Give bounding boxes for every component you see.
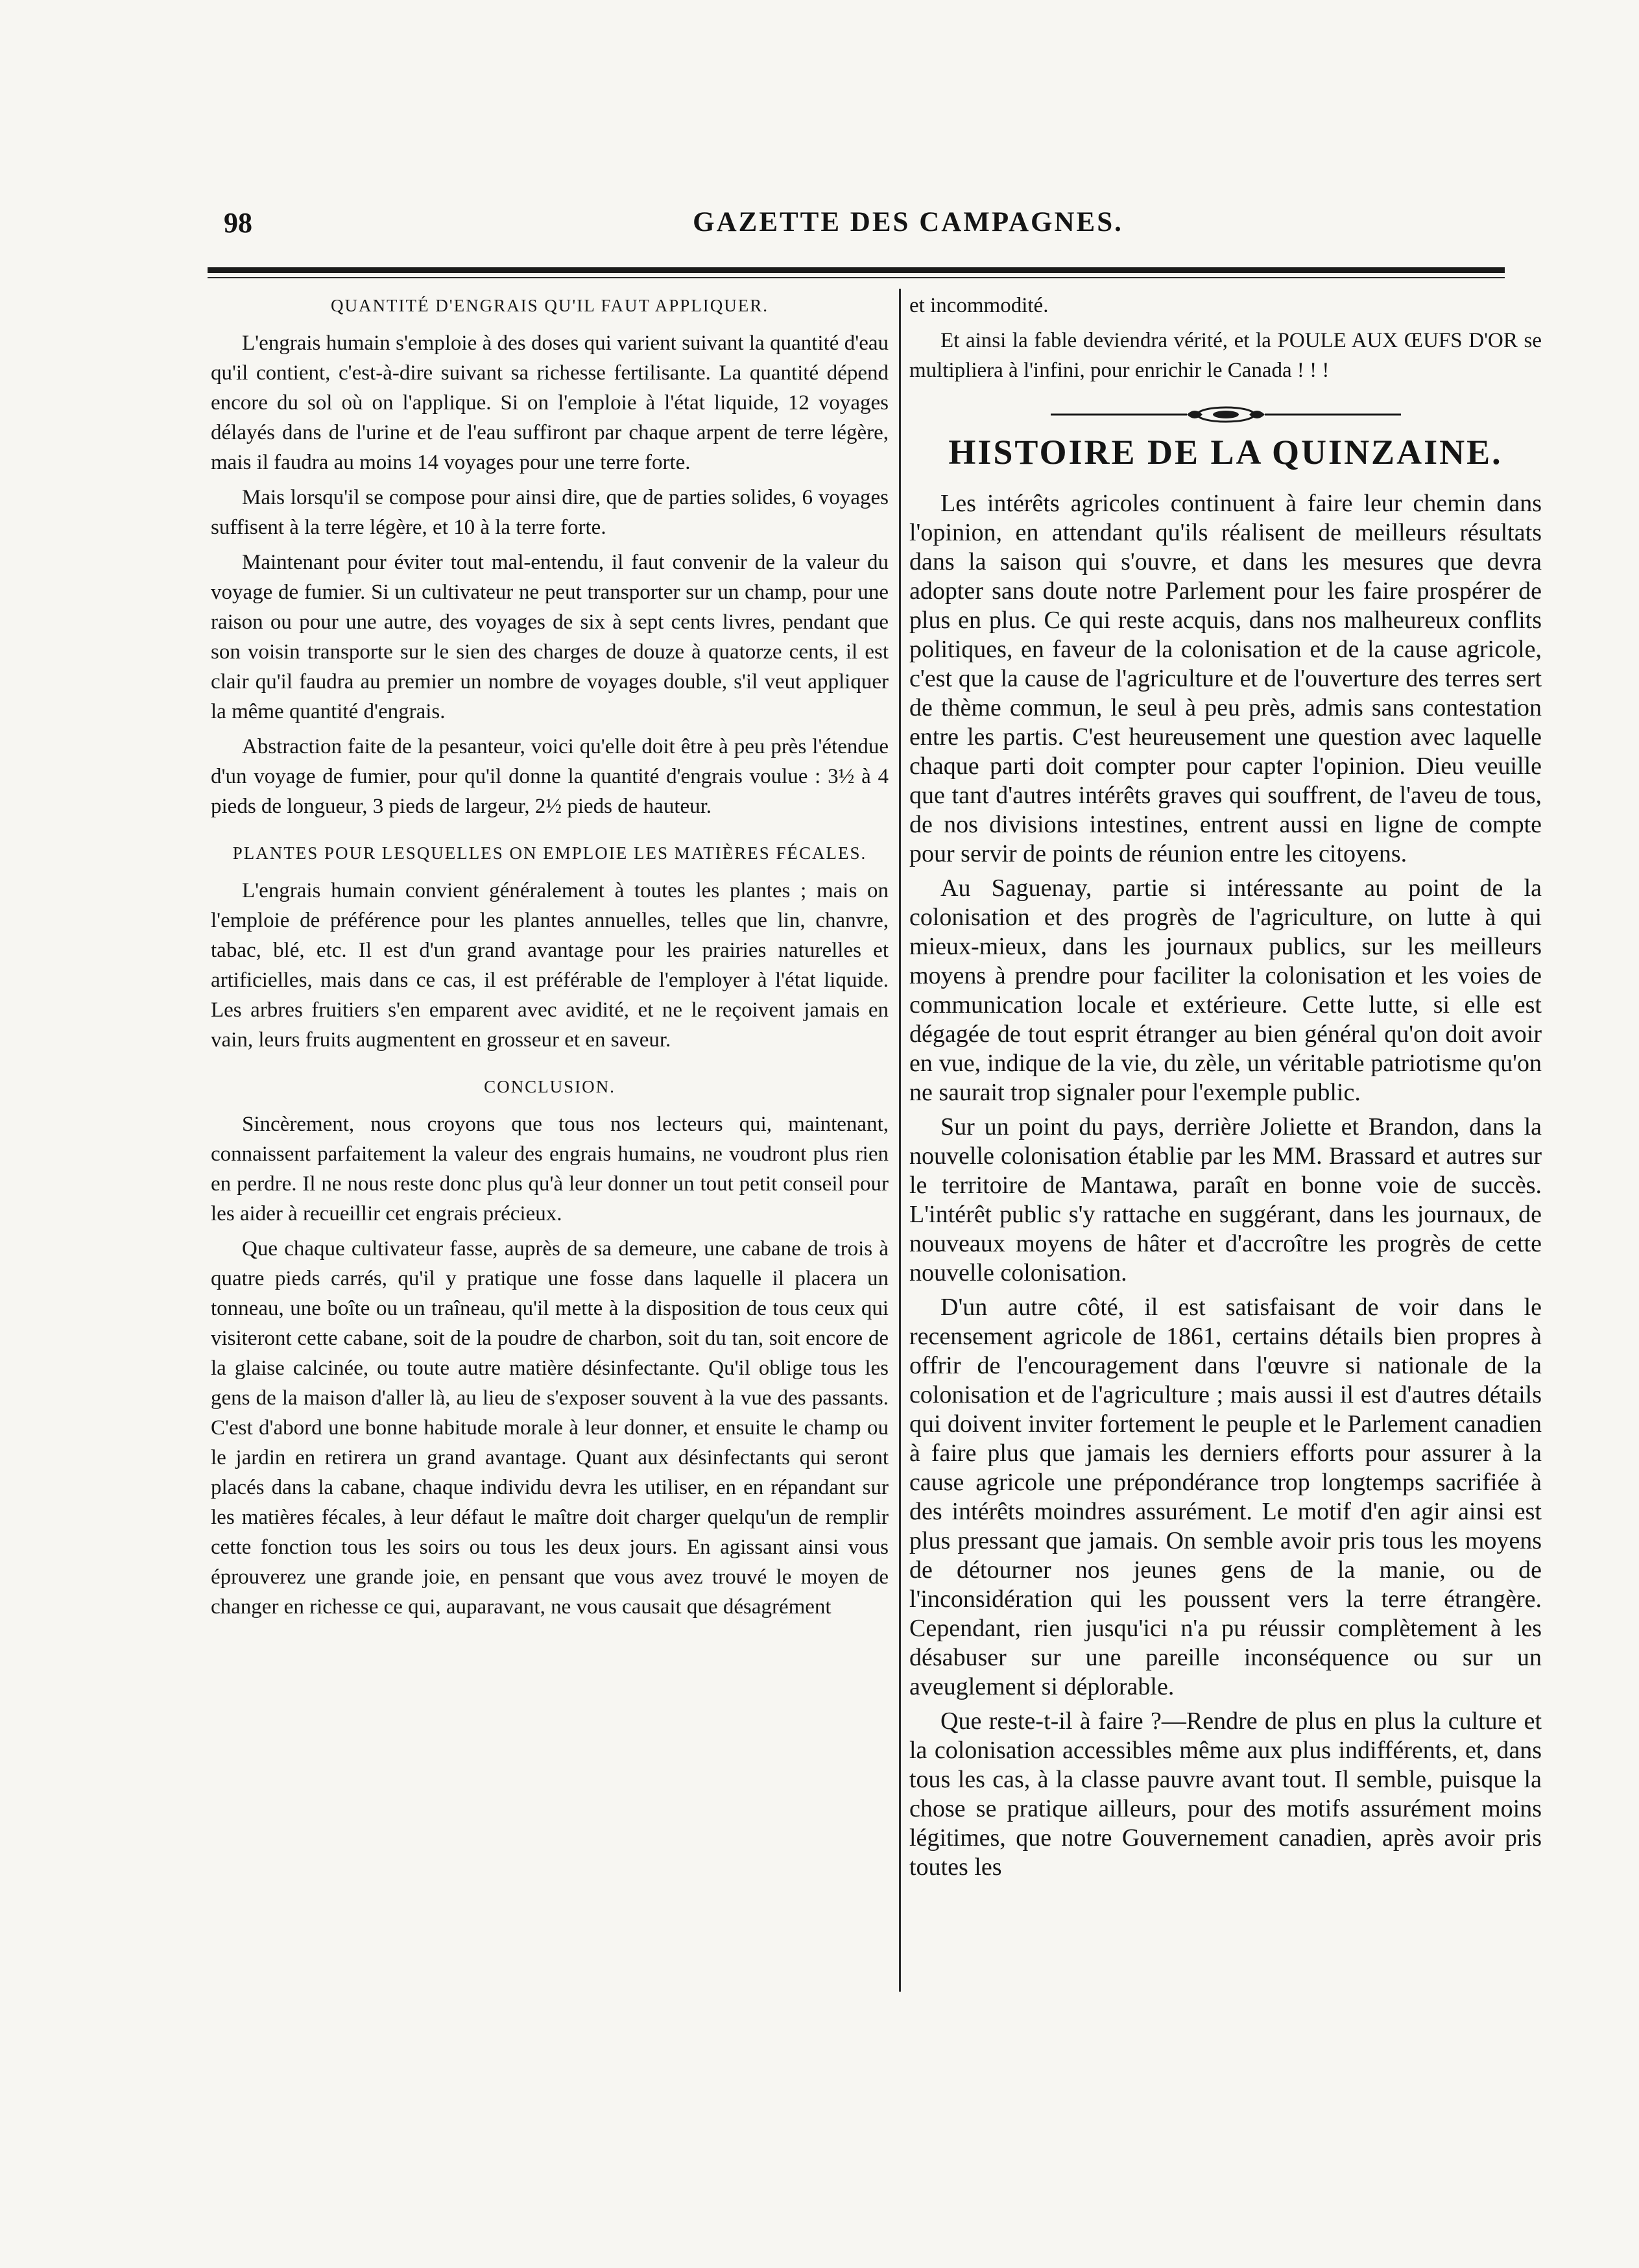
paragraph: L'engrais humain s'emploie à des doses qui varient suivant la quantité d'eau qu'il contient, c'est-à-dire suivant sa richesse fertilisante. La quantité dépend encore du sol où on l'applique. Si on l'emploie à l'état liquide, 12 voyages délayés dans de l'urine et de l'eau suffiront par chaque arpent de terre légère, mais il faudra au moins 14 voyages pour une terre forte.: [211, 332, 889, 474]
section-title-histoire: HISTOIRE DE LA QUINZAINE.: [948, 433, 1503, 472]
continued-text: et incommodité.: [909, 294, 1049, 317]
paragraph: L'engrais humain convient généralement à toutes les plantes ; mais on l'emploie de préférence pour les plantes annuelles, telles que lin, chanvre, tabac, blé, etc. Il est d'un grand avantage pour les prairies naturelles et artificielles, mais dans ce cas, il est préférable de l'employer à l'état liquide. Les arbres fruitiers s'en emparent avec avidité, et ne le reçoivent jamais en vain, leurs fruits augmentent en grosseur et en saveur.: [211, 879, 889, 1052]
left-column: [211, 291, 889, 1627]
paragraph: Mais lorsqu'il se compose pour ainsi dire, que de parties solides, 6 voyages suffisent à la terre légère, et 10 à la terre forte.: [211, 486, 889, 539]
paragraph: Maintenant pour éviter tout mal-entendu, il faut convenir de la valeur du voyage de fumier. Si un cultivateur ne peut transporter sur un champ, pour une raison ou pour une autre, des voyages de six à sept cents livres, pendant que son voisin transporte sur le sien des charges de douze à quatorze cents, il est clair qu'il faudra au premier un nombre de voyages double, s'il veut appliquer la même quantité d'engrais.: [211, 551, 889, 723]
closing-paragraph: Et ainsi la fable deviendra vérité, et la POULE AUX ŒUFS D'OR se multipliera à l'infini, pour enrichir le Canada ! ! !: [909, 329, 1542, 382]
paragraph: Au Saguenay, partie si intéressante au point de la colonisation et des progrès de l'agriculture, on lutte à qui mieux-mieux, dans les journaux publics, sur les meilleurs moyens à prendre pour faciliter la colonisation et les voies de communication locale et extérieure. Cette lutte, si elle est dégagée de tout esprit étranger au bien général qu'on doit avoir en vue, indique de la vie, du zèle, un véritable patriotisme qu'on ne saurait trop signaler pour l'exemple public.: [909, 875, 1542, 1106]
paragraph: Les intérêts agricoles continuent à faire leur chemin dans l'opinion, en attendant qu'ils réalisent de meilleurs résultats dans la saison qui s'ouvre, et dans les mesures que devra adopter sans doute notre Parlement pour les faire prospérer de plus en plus. Ce qui reste acquis, dans nos malheureux conflits politiques, en faveur de la colonisation et de la cause agricole, c'est que la cause de l'agriculture et de l'ouverture des terres sert de thème commun, le seul à peu près, admis sans contestation entre les partis. C'est heureusement une question avec laquelle chaque parti doit compter pour capter l'opinion. Dieu veuille que tant d'autres intérêts graves qui souffrent, de l'aveu de tous, de nos divisions intestines, entrent aussi en ligne de compte pour servir de points de réunion entre les citoyens.: [909, 490, 1542, 867]
header-rule-thin: [208, 277, 1505, 278]
running-title: GAZETTE DES CAMPAGNES.: [693, 207, 1123, 237]
paragraph: Que chaque cultivateur fasse, auprès de sa demeure, une cabane de trois à quatre pieds carrés, qu'il y pratique une fosse dans laquelle il placera un tonneau, une boîte ou un traîneau, qu'il mette à la disposition de tous ceux qui visiteront cette cabane, soit de la poudre de charbon, soit du tan, soit encore de la glaise calcinée, ou toute autre matière désinfectante. Qu'il oblige tous les gens de la maison d'aller là, au lieu de s'exposer souvent à la vue des passants. C'est d'abord une bonne habitude morale à leur donner, et ensuite le champ ou le jardin en retirera un grand avantage. Quant aux désinfectants qui seront placés dans la cabane, chaque individu devra les utiliser, en en répandant sur les matières fécales, à leur défaut le maître doit charger quelqu'un de remplir cette fonction tous les soirs ou tous les deux jours. En agissant ainsi vous éprouverez une grande joie, en pensant que vous avez trouvé le moyen de changer en richesse ce qui, auparavant, ne vous causait que désagrément: [211, 1237, 889, 1619]
page-number: 98: [224, 207, 252, 239]
paragraph: Sur un point du pays, derrière Joliette et Brandon, dans la nouvelle colonisation établie par les MM. Brassard et autres sur le territoire de Mantawa, paraît en bonne voie de succès. L'intérêt public s'y rattache en suggérant, dans les journaux, de nouveaux moyens de hâter et d'accroître les progrès de cette nouvelle colonisation.: [909, 1113, 1542, 1286]
section-heading-plantes: PLANTES POUR LESQUELLES ON EMPLOIE LES MATIÈRES FÉCALES.: [232, 843, 867, 863]
section-heading-conclusion: CONCLUSION.: [484, 1077, 616, 1096]
column-divider: [899, 289, 901, 1992]
header-rule-thick: [208, 267, 1505, 273]
section-heading-quantite: QUANTITÉ D'ENGRAIS QU'IL FAUT APPLIQUER.: [331, 296, 769, 315]
paragraph: D'un autre côté, il est satisfaisant de voir dans le recensement agricole de 1861, certains détails bien propres à offrir de l'encouragement dans l'œuvre si nationale de la colonisation et de l'agriculture ; mais aussi il est d'autres détails qui doivent inviter fortement le peuple et le Parlement canadien à faire plus que jamais les derniers efforts pour assurer à la cause agricole une prépondérance trop longtemps sacrifiée à des intérêts moindres assurément. Le motif d'en agir ainsi est plus pressant que jamais. On semble avoir pris tous les moyens de détourner nos jeunes gens de la manie, ou de l'inconsidération qui les poussent vers la terre étrangère. Cependant, rien jusqu'ici n'a pu réussir complètement à les désabuser sur une pareille inconséquence ou sur un aveuglement si déplorable.: [909, 1294, 1542, 1700]
paragraph: Sincèrement, nous croyons que tous nos lecteurs qui, maintenant, connaissent parfaitement la valeur des engrais humains, ne voudront plus rien en perdre. Il ne nous reste donc plus qu'à leur donner un tout petit conseil pour les aider à recueillir cet engrais précieux.: [211, 1113, 889, 1225]
ornamental-divider-icon: [1044, 404, 1407, 426]
right-column: [909, 291, 1542, 1887]
paragraph: Que reste-t-il à faire ?—Rendre de plus en plus la culture et la colonisation accessibles même aux plus indifférents, et, dans tous les cas, à la classe pauvre avant tout. Il semble, puisque la chose se pratique ailleurs, pour des motifs assurément moins légitimes, que notre Gouvernement canadien, après avoir pris toutes les: [909, 1707, 1542, 1881]
paragraph: Abstraction faite de la pesanteur, voici qu'elle doit être à peu près l'étendue d'un voyage de fumier, pour qu'il donne la quantité d'engrais voulue : 3½ à 4 pieds de longueur, 3 pieds de largeur, 2½ pieds de hauteur.: [211, 735, 889, 818]
